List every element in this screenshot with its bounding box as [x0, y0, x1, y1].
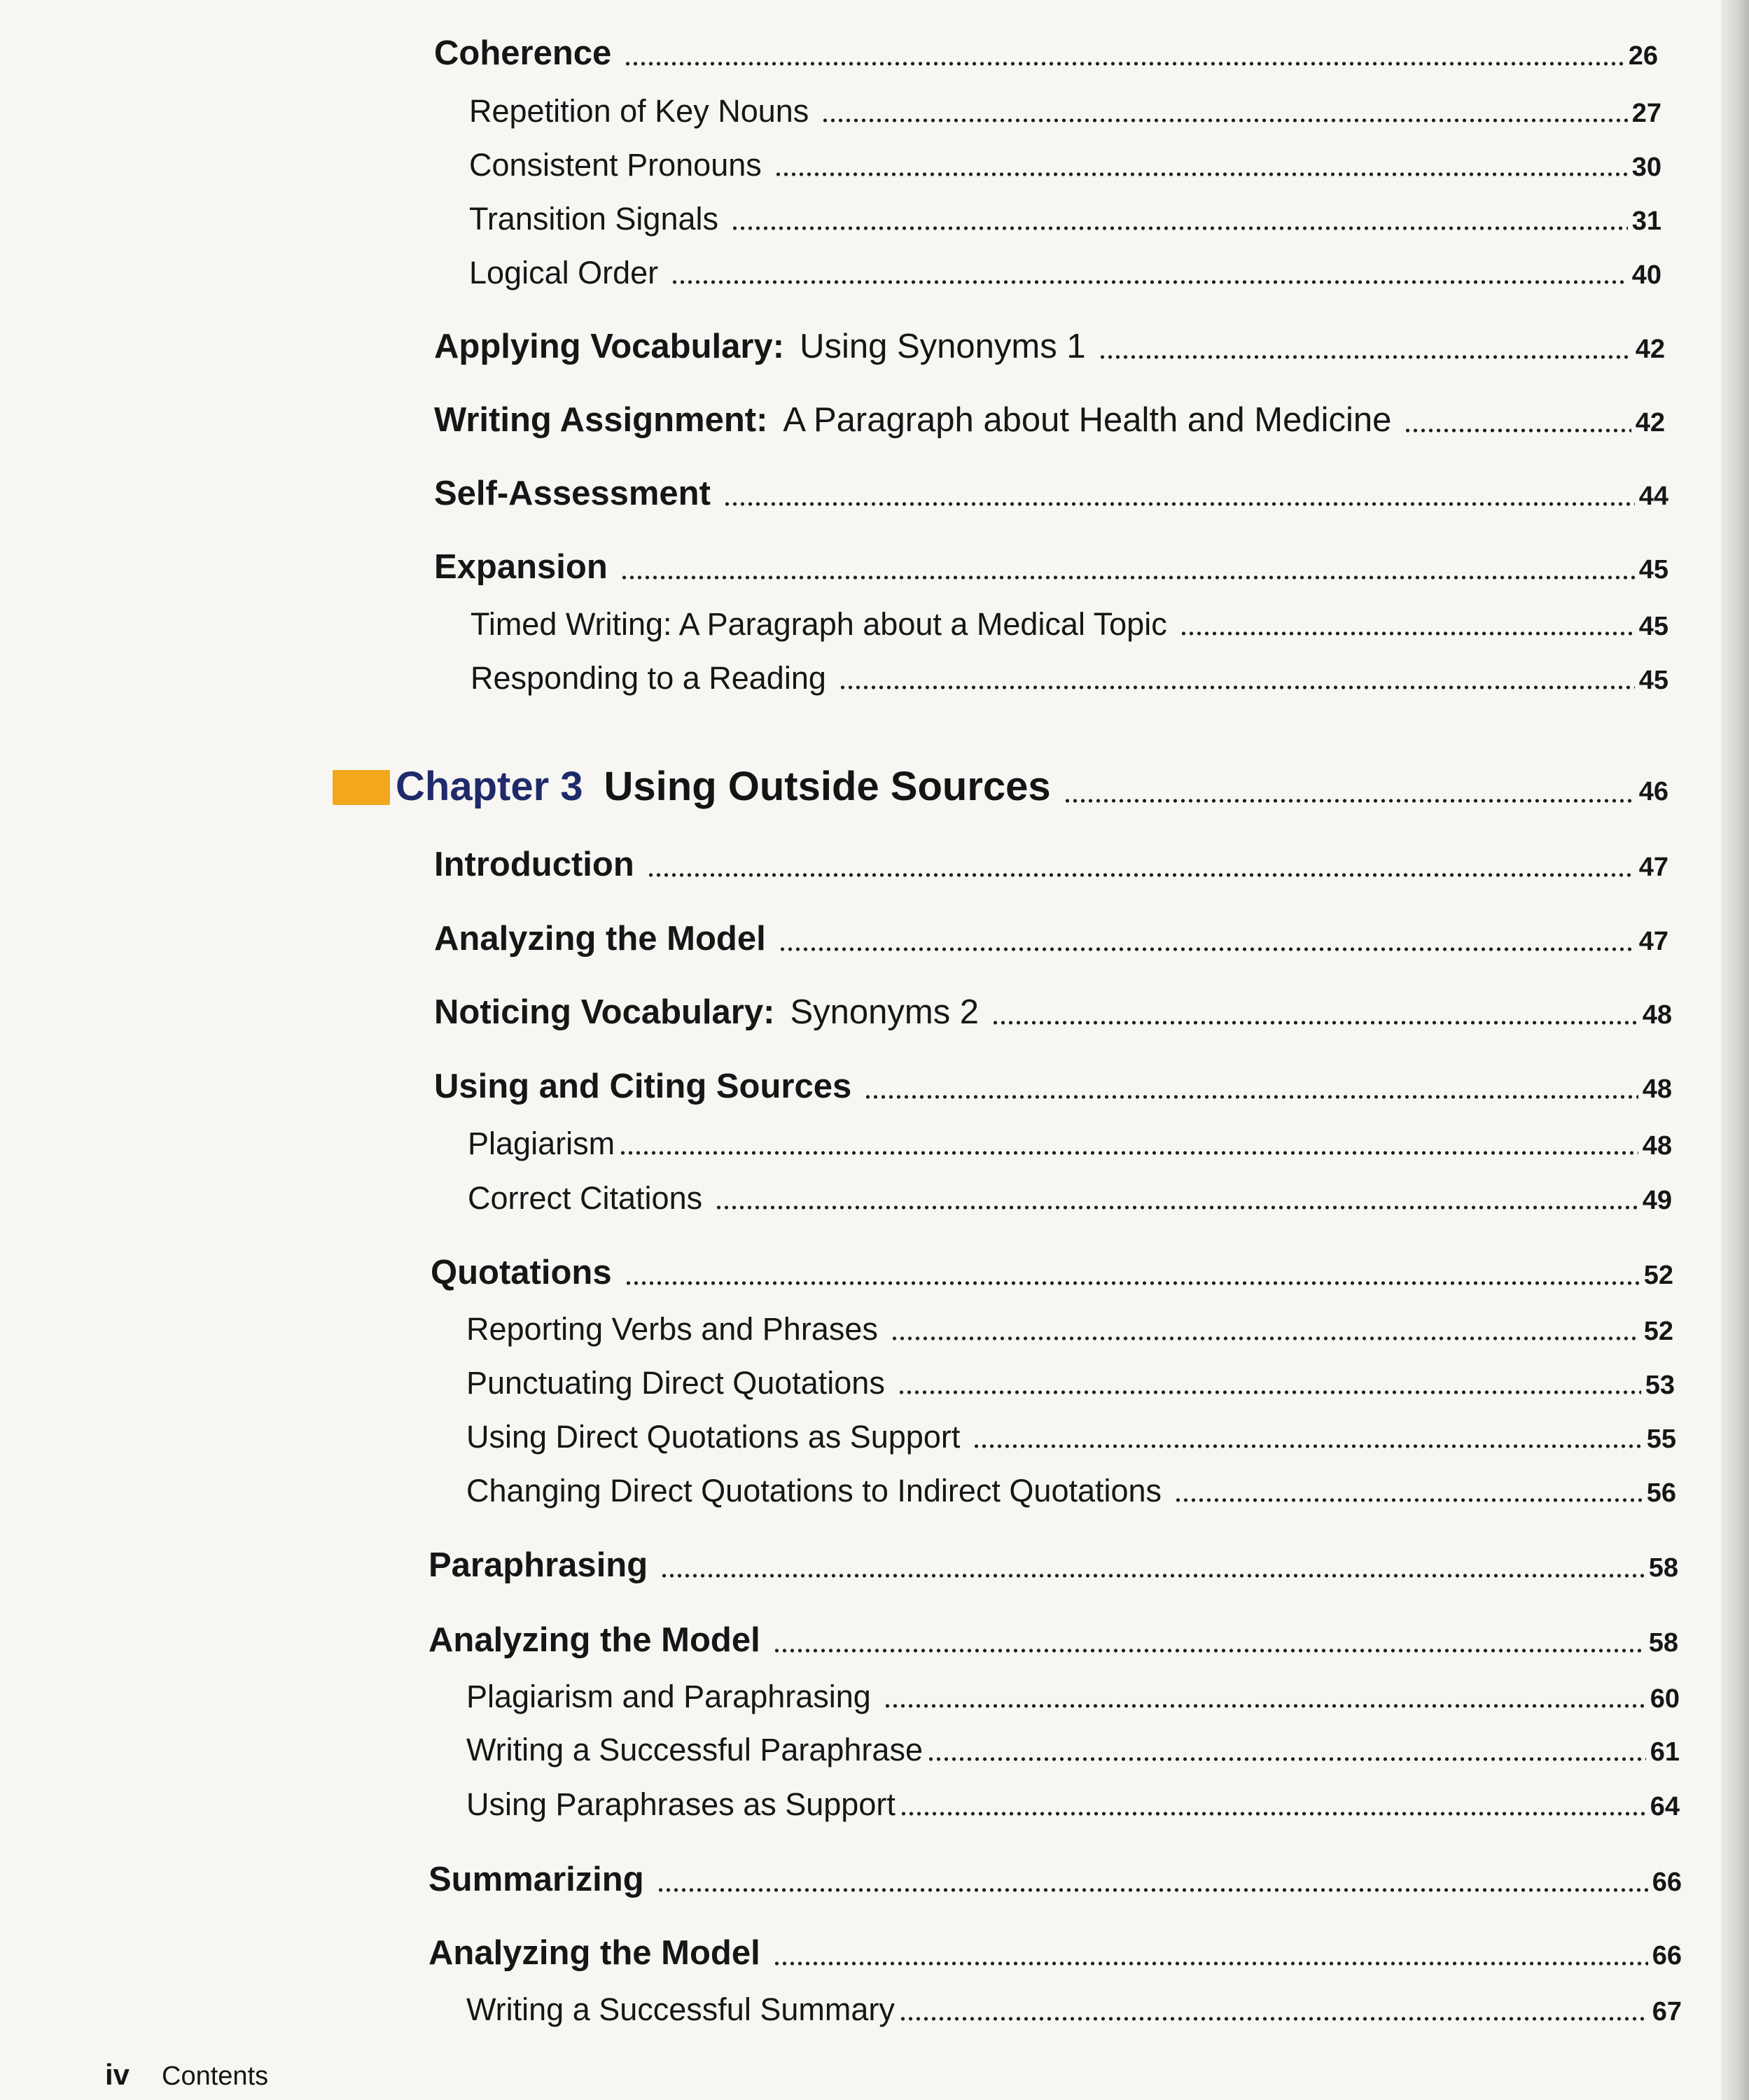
toc-page-number: 27	[1631, 99, 1661, 128]
toc-entry-citing-sources[interactable]	[434, 1067, 1672, 1106]
toc-label: Consistent Pronouns	[469, 147, 762, 183]
toc-page-number: 45	[1638, 666, 1668, 695]
page-footer	[105, 2058, 268, 2092]
toc-label: Correct Citations	[468, 1180, 703, 1216]
chapter-title: Using Outside Sources	[604, 764, 1051, 809]
toc-entry-coherence[interactable]	[434, 34, 1658, 73]
toc-entry-expansion[interactable]	[434, 547, 1668, 587]
toc-label: Noticing Vocabulary: Synonyms 2	[434, 993, 980, 1031]
dot-leader	[1064, 798, 1635, 804]
toc-page-number: 61	[1650, 1737, 1680, 1767]
toc-page-number: 31	[1631, 206, 1661, 236]
toc-sublabel: Using Synonyms 1	[800, 328, 1086, 365]
toc-page-number: 26	[1628, 41, 1658, 71]
toc-label: Repetition of Key Nouns	[469, 93, 809, 129]
dot-leader	[927, 1756, 1646, 1762]
toc-label: Logical Order	[469, 255, 659, 290]
toc-page-number: 47	[1638, 927, 1668, 956]
toc-entry-analyzing-model[interactable]	[434, 919, 1668, 958]
toc-page-number: 55	[1646, 1424, 1676, 1454]
toc-page-number: 66	[1652, 1868, 1682, 1897]
toc-page-number: 42	[1635, 335, 1665, 364]
toc-entry-reporting-verbs[interactable]	[466, 1311, 1673, 1348]
toc-page-number: 64	[1650, 1792, 1680, 1821]
toc-page-number: 66	[1652, 1941, 1682, 1970]
toc-label: Introduction	[434, 846, 634, 883]
dot-leader	[1099, 354, 1631, 360]
dot-leader	[619, 1150, 1638, 1156]
toc-label: Transition Signals	[469, 201, 719, 237]
dot-leader	[1180, 631, 1635, 636]
toc-entry-changing-quotations[interactable]	[466, 1473, 1676, 1509]
toc-entry-self-assessment[interactable]	[434, 474, 1668, 513]
toc-page-number: 52	[1643, 1317, 1673, 1346]
toc-label: Summarizing	[428, 1861, 644, 1898]
dot-leader	[647, 872, 1635, 878]
toc-label: Punctuating Direct Quotations	[466, 1365, 885, 1401]
toc-entry-applying-vocabulary[interactable]	[434, 327, 1665, 366]
dot-leader	[1404, 428, 1631, 433]
toc-entry-transition[interactable]	[469, 201, 1661, 237]
toc-page-number: 45	[1638, 555, 1668, 584]
dot-leader	[624, 61, 1624, 66]
toc-entry-quotations[interactable]	[431, 1253, 1673, 1292]
dot-leader	[671, 279, 1628, 285]
dot-leader	[731, 225, 1628, 231]
toc-page-number: 44	[1638, 482, 1668, 511]
toc-entry-paraphrasing[interactable]	[428, 1546, 1678, 1585]
toc-label: Analyzing the Model	[434, 920, 766, 958]
toc-page-number: 40	[1631, 260, 1661, 290]
toc-entry-punctuating[interactable]	[466, 1365, 1675, 1401]
toc-entry-plagiarism-paraphrasing[interactable]	[466, 1679, 1680, 1715]
toc-entry-repetition[interactable]	[469, 93, 1661, 130]
toc-page-number: 58	[1648, 1553, 1678, 1583]
toc-label: Applying Vocabulary: Using Synonyms 1	[434, 328, 1086, 365]
toc-page-number: 56	[1646, 1478, 1676, 1508]
toc-label: Changing Direct Quotations to Indirect Quotations	[466, 1473, 1162, 1508]
toc-page-number: 48	[1642, 1000, 1672, 1030]
toc-label: Writing Assignment: A Paragraph about Health and Medicine	[434, 401, 1392, 439]
toc-sublabel: Synonyms 2	[790, 993, 980, 1031]
toc-label: Coherence	[434, 34, 612, 72]
page-edge	[1721, 0, 1749, 2100]
toc-page-number: 49	[1642, 1186, 1672, 1215]
toc-label: Quotations	[431, 1254, 612, 1292]
toc-label: Timed Writing: A Paragraph about a Medical Topic	[471, 606, 1167, 642]
page-folio: iv	[105, 2058, 130, 2091]
toc-entry-pronouns[interactable]	[469, 147, 1661, 183]
toc-entry-writing-assignment[interactable]	[434, 400, 1665, 440]
toc-label: Plagiarism and Paraphrasing	[466, 1679, 871, 1714]
toc-label: Using Direct Quotations as Support	[466, 1419, 961, 1455]
toc-label: Paraphrasing	[428, 1546, 648, 1584]
toc-label: Analyzing the Model	[428, 1621, 760, 1659]
toc-label: Writing a Successful Summary	[466, 1991, 895, 2027]
running-footer-label: Contents	[162, 2062, 269, 2091]
toc-page-number: 58	[1648, 1628, 1678, 1658]
toc-page-number: 48	[1642, 1131, 1672, 1161]
toc-label: Expansion	[434, 548, 608, 586]
toc-entry-logical-order[interactable]	[469, 255, 1661, 291]
toc-page-number: 53	[1645, 1371, 1675, 1400]
toc-page-number: 67	[1652, 1997, 1682, 2026]
dot-leader	[625, 1280, 1640, 1286]
toc-sublabel: A Paragraph about Health and Medicine	[783, 401, 1392, 439]
toc-label: Analyzing the Model	[428, 1934, 760, 1972]
toc-page-number: 42	[1635, 408, 1665, 438]
toc-entry-noticing-vocabulary[interactable]	[434, 993, 1672, 1032]
dot-leader	[991, 1020, 1638, 1026]
toc-label: Reporting Verbs and Phrases	[466, 1311, 878, 1347]
toc-entry-summarizing[interactable]	[428, 1860, 1682, 1899]
toc-label: Responding to a Reading	[471, 660, 826, 696]
dot-leader	[715, 1205, 1638, 1210]
chapter-heading	[396, 763, 1051, 810]
dot-leader	[821, 118, 1627, 123]
chapter-marker	[333, 770, 390, 805]
dot-leader	[660, 1573, 1645, 1578]
toc-page-number: 46	[1638, 777, 1668, 806]
toc-label: Using and Citing Sources	[434, 1068, 852, 1105]
toc-page-number: 45	[1638, 612, 1668, 641]
toc-entry-analyzing-model-2[interactable]	[428, 1620, 1678, 1660]
dot-leader	[779, 946, 1635, 952]
toc-page-number: 60	[1650, 1684, 1680, 1714]
dot-leader	[839, 685, 1635, 690]
toc-entry-responding[interactable]	[471, 660, 1668, 696]
toc-page-number: 48	[1642, 1074, 1672, 1104]
toc-entry-introduction[interactable]	[434, 845, 1668, 884]
toc-chapter-3[interactable]	[396, 763, 1668, 810]
dot-leader	[1174, 1497, 1643, 1503]
toc-entry-using-direct[interactable]	[466, 1419, 1676, 1455]
toc-entry-successful-paraphrase[interactable]	[466, 1732, 1680, 1768]
toc-page-number: 52	[1643, 1261, 1673, 1290]
toc-entry-successful-summary[interactable]	[466, 1991, 1682, 2028]
toc-entry-correct-citations[interactable]	[468, 1180, 1672, 1217]
toc-label: Plagiarism	[468, 1126, 615, 1161]
toc-label: Using Paraphrases as Support	[466, 1786, 896, 1822]
dot-leader	[774, 172, 1628, 177]
dot-leader	[657, 1887, 1648, 1893]
chapter-number: Chapter 3	[396, 764, 583, 809]
dot-leader	[773, 1648, 1645, 1653]
toc-entry-using-paraphrases[interactable]	[466, 1786, 1680, 1823]
toc-page-number: 47	[1638, 853, 1668, 882]
toc-label: Writing a Successful Paraphrase	[466, 1732, 923, 1768]
dot-leader	[884, 1703, 1646, 1709]
dot-leader	[864, 1094, 1638, 1100]
dot-leader	[900, 1811, 1646, 1816]
toc-entry-analyzing-model-3[interactable]	[428, 1933, 1682, 1973]
dot-leader	[891, 1336, 1640, 1341]
dot-leader	[723, 501, 1635, 507]
dot-leader	[899, 2016, 1648, 2022]
dot-leader	[973, 1443, 1642, 1449]
toc-entry-plagiarism[interactable]	[468, 1126, 1672, 1162]
dot-leader	[898, 1390, 1641, 1395]
toc-entry-timed-writing[interactable]	[471, 606, 1668, 643]
dot-leader	[773, 1961, 1648, 1966]
toc-label: Self-Assessment	[434, 475, 711, 512]
dot-leader	[620, 575, 1635, 580]
toc-page-number: 30	[1631, 153, 1661, 182]
